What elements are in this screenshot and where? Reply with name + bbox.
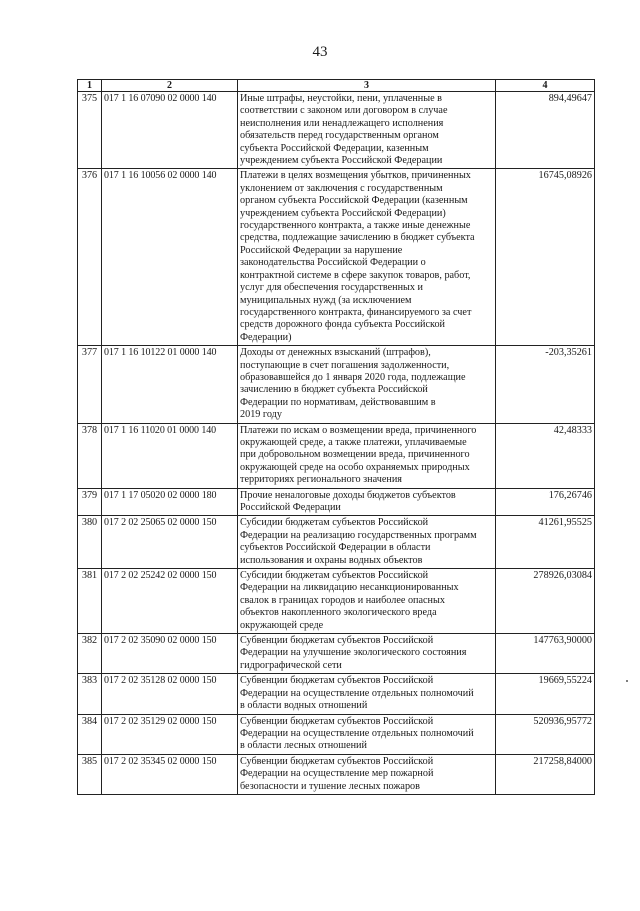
row-number-cell: 383 [78, 674, 102, 714]
row-number-cell: 376 [78, 169, 102, 346]
header-col-3: 3 [238, 80, 496, 92]
row-number-cell: 384 [78, 714, 102, 754]
budget-code-cell: 017 1 17 05020 02 0000 180 [102, 488, 238, 516]
description-cell: Субвенции бюджетам субъектов Российской Федерации на осуществление отдельных полномочий в области водных отношений [238, 674, 496, 714]
budget-code-cell: 017 1 16 07090 02 0000 140 [102, 92, 238, 169]
header-col-2: 2 [102, 80, 238, 92]
budget-code-cell: 017 2 02 35128 02 0000 150 [102, 674, 238, 714]
row-number-cell: 378 [78, 423, 102, 488]
table-row [78, 92, 595, 169]
amount-cell: 217258,84000 [496, 754, 595, 794]
description-cell: Платежи в целях возмещения убытков, причиненных уклонением от заключения с государственным органом субъекта Российской Федерации (казенным учреждением субъекта Российской Федерации) государственного контракта, а также иные денежные средства, подлежащие зачислению в бюджет субъекта Российской Федерации за нарушение законодательства Российской Федерации о контрактной системе в сфере закупок товаров, работ, услуг для обеспечения государственных и муниципальных нужд (за исключением государственного контракта, финансируемого за счет средств дорожного фонда субъекта Российской Федерации) [238, 169, 496, 346]
amount-cell: 520936,95772 [496, 714, 595, 754]
description-cell: Субсидии бюджетам субъектов Российской Федерации на реализацию государственных программ субъектов Российской Федерации в области использования и охраны водных объектов [238, 516, 496, 569]
amount-cell: 176,26746 [496, 488, 595, 516]
table-row [78, 569, 595, 634]
amount-cell: -203,35261 [496, 346, 595, 423]
row-number-cell: 377 [78, 346, 102, 423]
amount-cell: 278926,03084 [496, 569, 595, 634]
budget-code-cell: 017 1 16 10056 02 0000 140 [102, 169, 238, 346]
amount-cell: 894,49647 [496, 92, 595, 169]
description-cell: Субвенции бюджетам субъектов Российской Федерации на осуществление отдельных полномочий в области лесных отношений [238, 714, 496, 754]
budget-revenue-table [77, 79, 595, 795]
amount-cell: 41261,95525 [496, 516, 595, 569]
table-row [78, 634, 595, 674]
budget-code-cell: 017 2 02 35090 02 0000 150 [102, 634, 238, 674]
row-number-cell: 380 [78, 516, 102, 569]
table-row [78, 714, 595, 754]
budget-code-cell: 017 2 02 25242 02 0000 150 [102, 569, 238, 634]
budget-code-cell: 017 2 02 35129 02 0000 150 [102, 714, 238, 754]
description-cell: Субвенции бюджетам субъектов Российской Федерации на осуществление мер пожарной безопасности и тушение лесных пожаров [238, 754, 496, 794]
row-number-cell: 379 [78, 488, 102, 516]
table-header-row [78, 80, 595, 92]
amount-cell: 147763,90000 [496, 634, 595, 674]
description-cell: Платежи по искам о возмещении вреда, причиненного окружающей среде, а также платежи, уплачиваемые при добровольном возмещении вреда, причиненного окружающей среде на особо охраняемых природных территориях регионального значения [238, 423, 496, 488]
row-number-cell: 381 [78, 569, 102, 634]
amount-cell: 42,48333 [496, 423, 595, 488]
row-number-cell: 385 [78, 754, 102, 794]
budget-code-cell: 017 2 02 25065 02 0000 150 [102, 516, 238, 569]
description-cell: Субсидии бюджетам субъектов Российской Федерации на ликвидацию несанкционированных свалок в границах городов и наиболее опасных объектов накопленного экологического вреда окружающей среде [238, 569, 496, 634]
row-number-cell: 375 [78, 92, 102, 169]
table-row [78, 516, 595, 569]
amount-cell: 19669,55224 [496, 674, 595, 714]
margin-mark [626, 680, 628, 682]
description-cell: Субвенции бюджетам субъектов Российской Федерации на улучшение экологического состояния гидрографической сети [238, 634, 496, 674]
description-cell: Прочие неналоговые доходы бюджетов субъектов Российской Федерации [238, 488, 496, 516]
table-row [78, 488, 595, 516]
table-row [78, 423, 595, 488]
description-cell: Доходы от денежных взысканий (штрафов), поступающие в счет погашения задолженности, образовавшейся до 1 января 2020 года, подлежащие зачислению в бюджет субъекта Российской Федерации по нормативам, действовавшим в 2019 году [238, 346, 496, 423]
page-number: 43 [312, 44, 328, 60]
table-row [78, 674, 595, 714]
header-col-1: 1 [78, 80, 102, 92]
table-row [78, 169, 595, 346]
budget-code-cell: 017 1 16 11020 01 0000 140 [102, 423, 238, 488]
row-number-cell: 382 [78, 634, 102, 674]
header-col-4: 4 [496, 80, 595, 92]
table-row [78, 346, 595, 423]
description-cell: Иные штрафы, неустойки, пени, уплаченные в соответствии с законом или договором в случае неисполнения или ненадлежащего исполнения обязательств перед государственным органом субъекта Российской Федерации, казенным учреждением субъекта Российской Федерации [238, 92, 496, 169]
table-row [78, 754, 595, 794]
amount-cell: 16745,08926 [496, 169, 595, 346]
budget-code-cell: 017 2 02 35345 02 0000 150 [102, 754, 238, 794]
budget-code-cell: 017 1 16 10122 01 0000 140 [102, 346, 238, 423]
